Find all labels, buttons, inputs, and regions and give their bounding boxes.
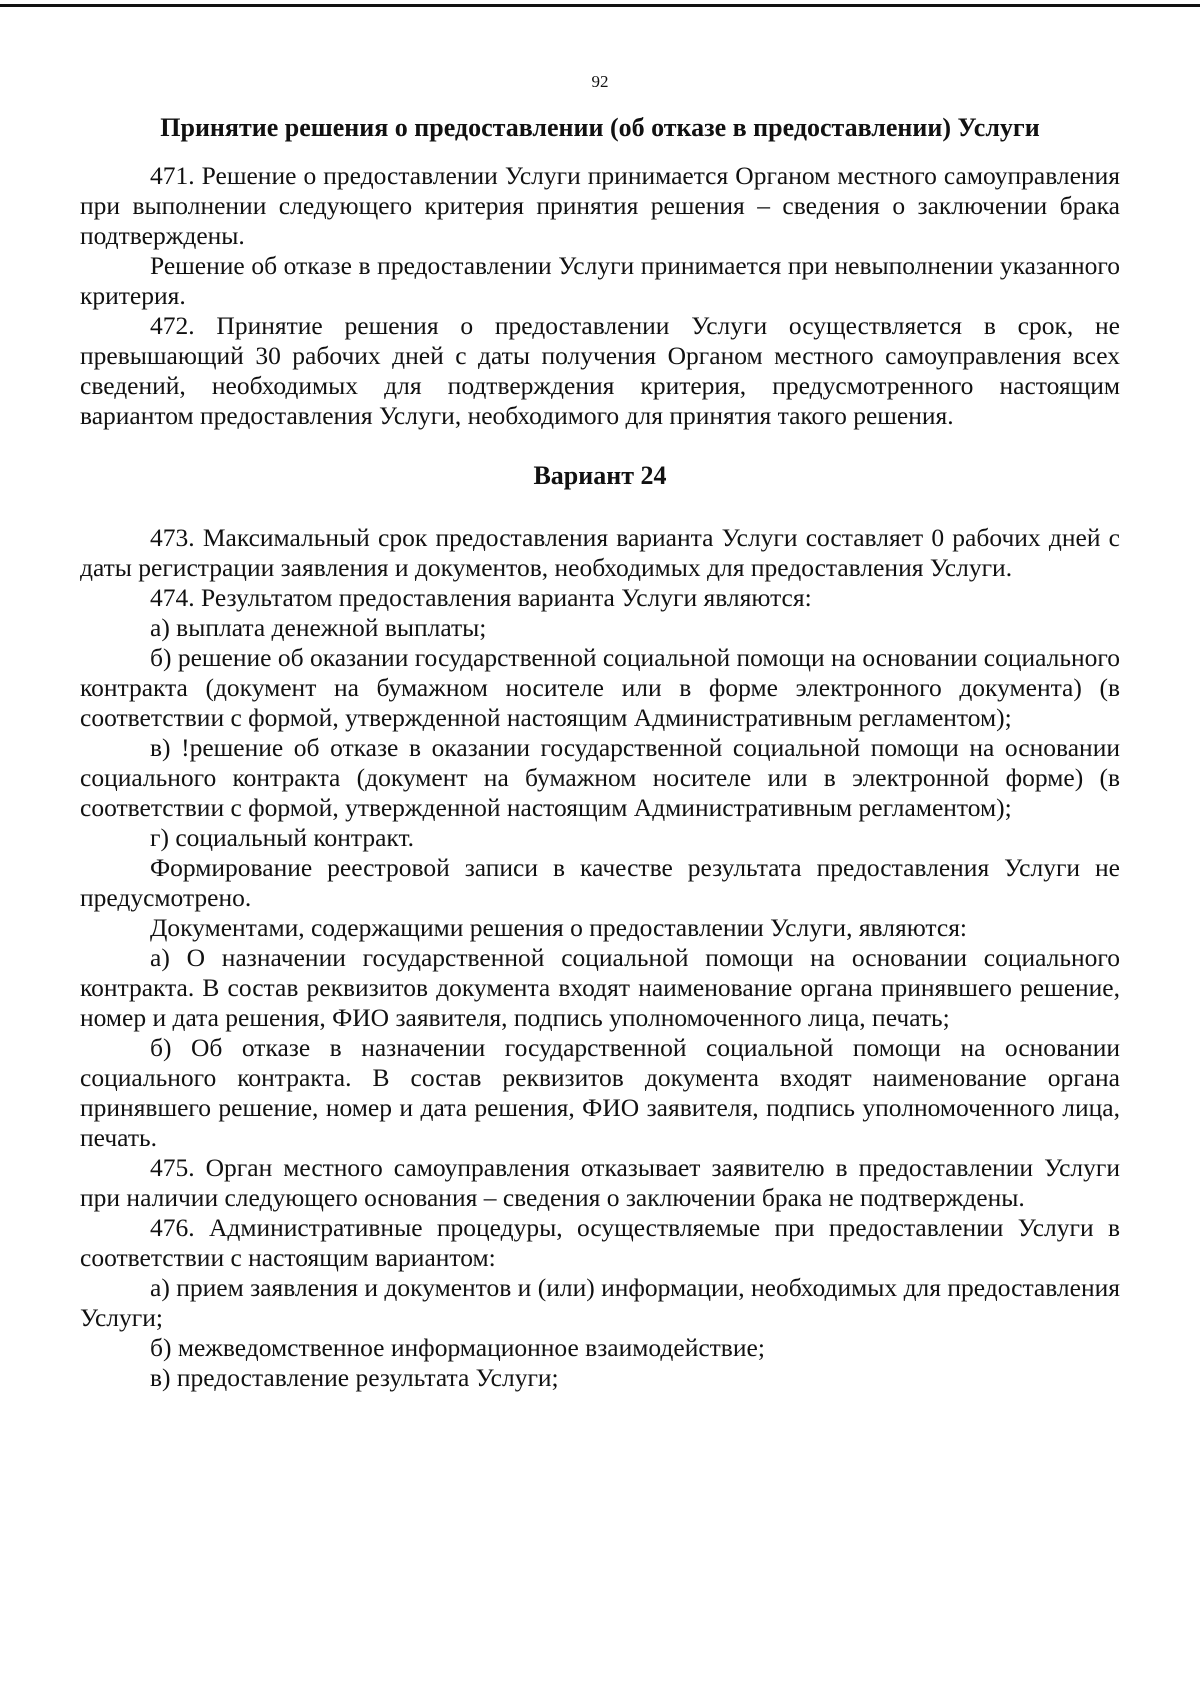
paragraph: 471. Решение о предоставлении Услуги принимается Органом местного самоуправления при выполнении следующего критерия принятия решения – сведения о заключении брака подтверждены. xyxy=(80,161,1120,250)
list-item: б) решение об оказании государственной социальной помощи на основании социального контракта (документ на бумажном носителе или в форме электронного документа) (в соответствии с формой, утвержденной настоящим Административным регламентом); xyxy=(80,643,1120,732)
paragraph: 476. Административные процедуры, осуществляемые при предоставлении Услуги в соответствии с настоящим вариантом: xyxy=(80,1213,1120,1272)
list-item: а) О назначении государственной социальной помощи на основании социального контракта. В состав реквизитов документа входят наименование органа принявшего решение, номер и дата решения, ФИО заявителя, подпись уполномоченного лица, печать; xyxy=(80,943,1120,1032)
document-page xyxy=(80,72,1120,1393)
list-item: б) Об отказе в назначении государственной социальной помощи на основании социального контракта. В состав реквизитов документа входят наименование органа принявшего решение, номер и дата решения, ФИО заявителя, подпись уполномоченного лица, печать. xyxy=(80,1033,1120,1152)
paragraph: Документами, содержащими решения о предоставлении Услуги, являются: xyxy=(150,913,968,942)
page-number: 92 xyxy=(591,72,609,91)
top-border-rule xyxy=(0,4,1200,7)
paragraph: 473. Максимальный срок предоставления варианта Услуги составляет 0 рабочих дней с даты регистрации заявления и документов, необходимых для предоставления Услуги. xyxy=(80,523,1120,582)
paragraph: 472. Принятие решения о предоставлении Услуги осуществляется в срок, не превышающий 30 рабочих дней с даты получения Органом местного самоуправления всех сведений, необходимых для подтверждения критерия, предусмотренного настоящим вариантом предоставления Услуги, необходимого для принятия такого решения. xyxy=(80,311,1120,430)
paragraph: Формирование реестровой записи в качестве результата предоставления Услуги не предусмотрено. xyxy=(80,853,1120,912)
list-item: б) межведомственное информационное взаимодействие; xyxy=(150,1333,765,1362)
list-item: а) выплата денежной выплаты; xyxy=(150,613,487,642)
list-item: в) !решение об отказе в оказании государственной социальной помощи на основании социального контракта (документ на бумажном носителе или в электронной форме) (в соответствии с формой, утвержденной настоящим Административным регламентом); xyxy=(80,733,1120,822)
list-item: а) прием заявления и документов и (или) информации, необходимых для предоставления Услуги; xyxy=(80,1273,1120,1332)
paragraph: Решение об отказе в предоставлении Услуги принимается при невыполнении указанного критерия. xyxy=(80,251,1120,310)
paragraph: 474. Результатом предоставления варианта Услуги являются: xyxy=(150,583,812,612)
list-item: г) социальный контракт. xyxy=(150,823,415,852)
list-item: в) предоставление результата Услуги; xyxy=(150,1363,559,1392)
variant-heading: Вариант 24 xyxy=(533,461,667,490)
variant-body xyxy=(80,523,1120,1393)
paragraph: 475. Орган местного самоуправления отказывает заявителю в предоставлении Услуги при наличии следующего основания – сведения о заключении брака не подтверждены. xyxy=(80,1153,1120,1212)
section-heading: Принятие решения о предоставлении (об отказе в предоставлении) Услуги xyxy=(160,113,1040,142)
section-body xyxy=(80,161,1120,431)
